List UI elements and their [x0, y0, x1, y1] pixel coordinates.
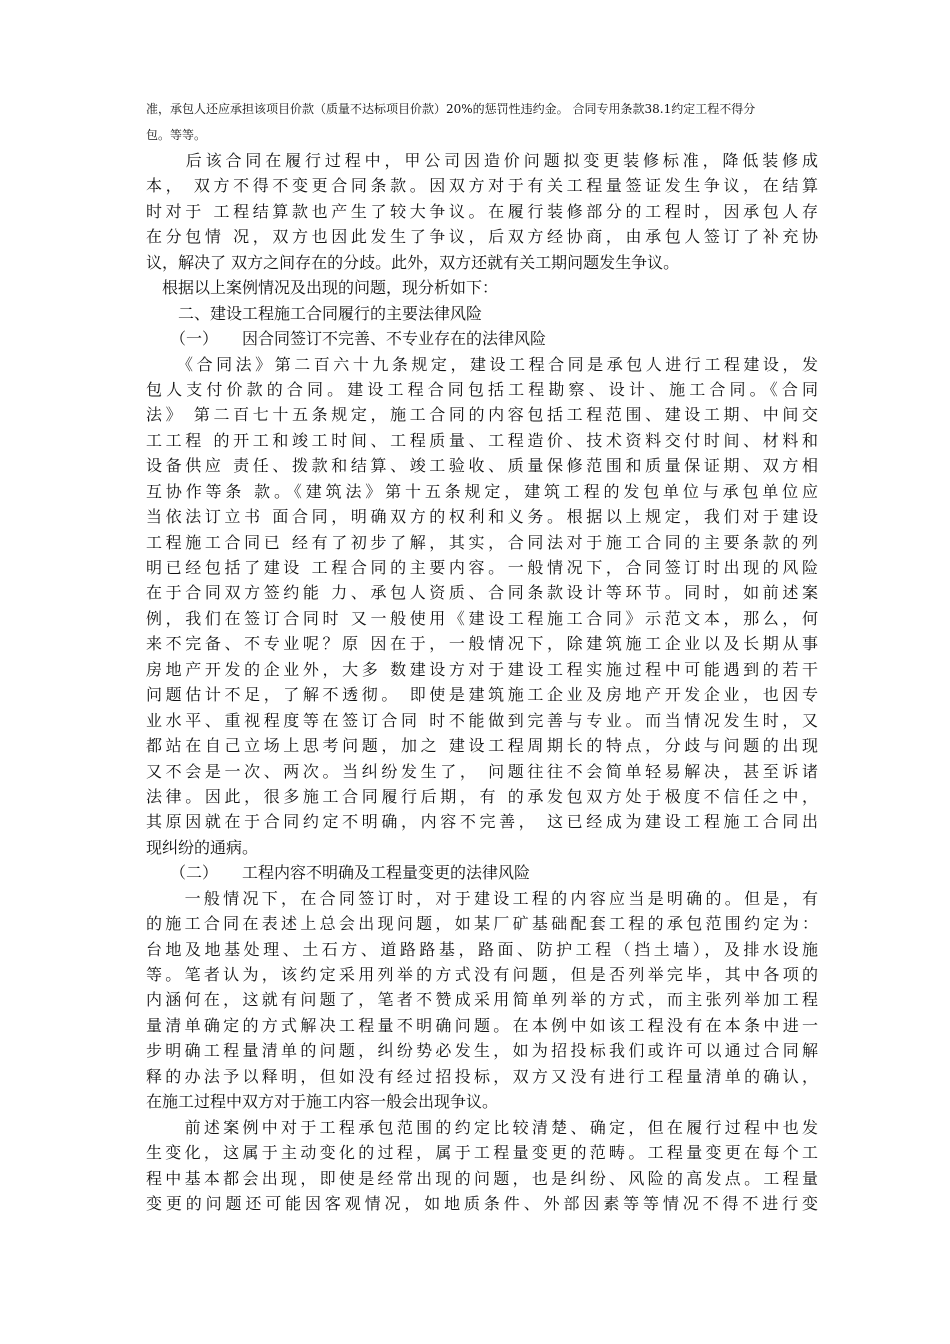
text-line: 前述案例中对于工程承包范围的约定比较清楚、确定，但在履行过程中也发	[146, 1117, 818, 1137]
text-line: （二） 工程内容不明确及工程量变更的法律风险	[146, 863, 531, 883]
text-line: 房地产开发的企业外，大多 数建设方对于建设工程实施过程中可能遇到的若干	[146, 659, 818, 679]
text-line: 设备供应 责任、拨款和结算、竣工验收、质量保修范围和质量保证期、双方相	[146, 456, 818, 476]
text-line: 明已经包括了建设 工程合同的主要内容。一般情况下，合同签订时出现的风险	[146, 558, 818, 577]
text-line: 当依法订立书 面合同，明确双方的权利和义务。根据以上规定，我们对于建设	[146, 507, 818, 527]
text-line: 变更的问题还可能因客观情况，如地质条件、外部因素等等情况不得不进行变	[146, 1193, 818, 1213]
text-line: 包人支付价款的合同。建设工程合同包括工程勘察、设计、施工合同。《合同	[146, 379, 818, 399]
text-line: 内涵何在，这就有问题了，笔者不赞成采用简单列举的方式，而主张列举加工程	[146, 990, 818, 1010]
text-line: 现纠纷的通病。	[146, 837, 259, 857]
text-line: 来不完备、不专业呢？原 因在于，一般情况下，除建筑施工企业以及长期从事	[146, 634, 818, 654]
text-line: 的施工合同在表述上总会出现问题，如某厂矿基础配套工程的承包范围约定为：	[146, 914, 818, 934]
text-line: 议，解决了 双方之间存在的分歧。此外，双方还就有关工期问题发生争议。	[146, 252, 680, 272]
text-line: 台地及地基处理、土石方、道路路基，路面、防护工程（挡土墙），及排水设施	[146, 939, 818, 959]
text-line: 后该合同在履行过程中，甲公司因造价问题拟变更装修标准，降低装修成	[146, 151, 818, 170]
text-line: 《合同法》第二百六十九条规定，建设工程合同是承包人进行工程建设，发	[146, 354, 818, 374]
text-line: 释的办法予以释明，但如没有经过招投标，双方又没有进行工程量清单的确认，	[146, 1066, 818, 1086]
text-line: 在施工过程中双方对于施工内容一般会出现争议。	[146, 1092, 499, 1112]
text-line: （一） 因合同签订不完善、不专业存在的法律风险	[146, 329, 547, 349]
text-line: 根据以上案例情况及出现的问题，现分析如下：	[146, 278, 499, 298]
text-line: 工程施工合同已 经有了初步了解，其实，合同法对于施工合同的主要条款的列	[146, 532, 818, 552]
text-line: 本， 双方不得不变更合同条款。因双方对于有关工程量签证发生争议，在结算	[146, 176, 818, 196]
text-line: 步明确工程量清单的问题，纠纷势必发生，如为招投标我们或许可以通过合同解	[146, 1041, 818, 1061]
header-note-line-1: 准，承包人还应承担该项目价款（质量不达标项目价款）20%的惩罚性违约金。 合同专用条款38.1约定工程不得分	[146, 102, 756, 116]
text-line: 法》 第二百七十五条规定，施工合同的内容包括工程范围、建设工期、中间交	[146, 405, 818, 425]
text-line: 在于合同双方签约能 力、承包人资质、合同条款设计等环节。同时，如前述案	[146, 583, 818, 603]
text-line: 其原因就在于合同约定不明确，内容不完善， 这已经成为建设工程施工合同出	[146, 812, 818, 832]
header-note-line-2: 包。等等。	[146, 128, 207, 142]
text-line: 工工程 的开工和竣工时间、工程质量、工程造价、技术资料交付时间、材料和	[146, 430, 818, 450]
text-line: 在分包情 况，双方也因此发生了争议，后双方经协商，由承包人签订了补充协	[146, 227, 818, 247]
body-text	[146, 148, 818, 1216]
text-line: 等。笔者认为，该约定采用列举的方式没有问题，但是否列举完毕，其中各项的	[146, 965, 818, 984]
text-line: 时对于 工程结算款也产生了较大争议。在履行装修部分的工程时，因承包人存	[146, 201, 818, 221]
text-line: 量清单确定的方式解决工程量不明确问题。在本例中如该工程没有在本条中进一	[146, 1015, 818, 1035]
text-line: 又不会是一次、两次。当纠纷发生了， 问题往往不会简单轻易解决，甚至诉诸	[146, 761, 818, 781]
text-line: 生变化，这属于主动变化的过程，属于工程量变更的范畴。工程量变更在每个工	[146, 1143, 818, 1163]
text-line: 程中基本都会出现，即使是经常出现的问题，也是纠纷、风险的高发点。工程量	[146, 1168, 818, 1188]
text-line: 例，我们在签订合同时 又一般使用《建设工程施工合同》示范文本，那么，何	[146, 608, 818, 628]
text-line: 都站在自己立场上思考问题，加之 建设工程周期长的特点，分歧与问题的出现	[146, 736, 818, 756]
text-line: 问题估计不足，了解不透彻。 即使是建筑施工企业及房地产开发企业，也因专	[146, 685, 818, 705]
text-line: 法律。因此，很多施工合同履行后期，有 的承发包双方处于极度不信任之中，	[146, 786, 818, 806]
text-line: 二、建设工程施工合同履行的主要法律风险	[146, 303, 483, 323]
text-line: 互协作等条 款。《建筑法》第十五条规定，建筑工程的发包单位与承包单位应	[146, 481, 818, 501]
text-line: 业水平、重视程度等在签订合同 时不能做到完善与专业。而当情况发生时，又	[146, 710, 818, 730]
text-line: 一般情况下，在合同签订时，对于建设工程的内容应当是明确的。但是，有	[146, 888, 818, 908]
